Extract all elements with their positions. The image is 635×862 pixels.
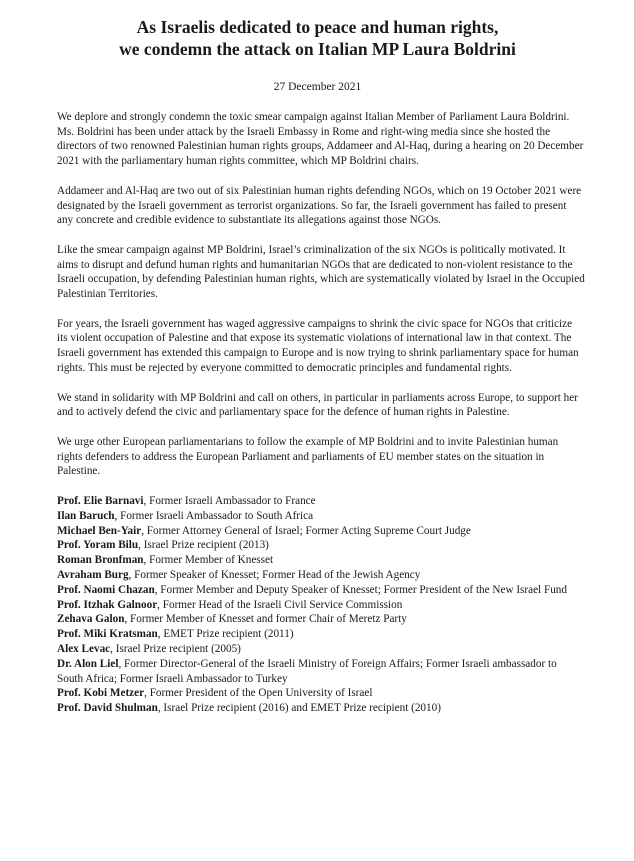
signatory-role: , EMET Prize recipient (2011) <box>157 628 294 641</box>
signatory-name: Prof. Elie Barnavi <box>57 495 144 508</box>
signatory-role: , Former Head of the Israeli Civil Service Commission <box>157 598 403 611</box>
document-title <box>0 16 635 60</box>
signatory <box>57 657 585 687</box>
signatory-list <box>57 494 585 716</box>
paragraph-4: For years, the Israeli government has waged aggressive campaigns to shrink the civic space for NGOs that criticize its violent occupation of Palestine and that expose its systematic violations of international law in that context. The Israeli government has extended this campaign to Europe and is now trying to shrink parliamentary space for human rights. This must be rejected by everyone committed to democratic principles and fundamental rights. <box>57 317 579 374</box>
signatory <box>57 568 585 583</box>
signatory-role: , Israel Prize recipient (2013) <box>138 539 269 552</box>
paragraph-6: We urge other European parliamentarians to follow the example of MP Boldrini and to invite Palestinian human rights defenders to address the European Parliament and parliaments of EU member states on the situation in Palestine. <box>57 435 559 478</box>
signatory-name: Avraham Burg <box>57 569 129 582</box>
signatory <box>57 583 585 598</box>
signatory-role: , Former Attorney General of Israel; Former Acting Supreme Court Judge <box>141 524 471 537</box>
signatory-role: , Former Member of Knesset <box>143 554 274 567</box>
signatory <box>57 509 585 524</box>
title-line-1: As Israelis dedicated to peace and human rights, <box>136 17 499 37</box>
paragraph-5: We stand in solidarity with MP Boldrini and call on others, in particular in parliaments across Europe, to support her and to actively defend the civic and parliamentary space for the defence of human rights in Palestine. <box>57 391 578 419</box>
signatory-role: , Former President of the Open University of Israel <box>144 687 373 700</box>
document-body <box>57 110 585 716</box>
signatory-role: , Former Israeli Ambassador to South Africa <box>114 509 314 522</box>
signatory-role: , Former Israeli Ambassador to France <box>143 495 316 508</box>
signatory-name: Prof. Miki Kratsman <box>57 628 158 641</box>
signatory-name: Dr. Alon Liel <box>57 657 119 670</box>
signatory-name: Ilan Baruch <box>57 509 115 522</box>
signatory <box>57 494 585 509</box>
signatory-role: , Former Member and Deputy Speaker of Knesset; Former President of the New Israel Fund <box>154 583 567 596</box>
signatory-name: Roman Bronfman <box>57 554 144 567</box>
signatory <box>57 553 585 568</box>
signatory <box>57 701 585 716</box>
signatory-name: Michael Ben-Yair <box>57 524 142 537</box>
paragraph-1: We deplore and strongly condemn the toxic smear campaign against Italian Member of Parliament Laura Boldrini. Ms. Boldrini has been under attack by the Israeli Embassy in Rome and right-wing media since she hosted the directors of two renowned Palestinian human rights groups, Addameer and Al-Haq, during a hearing on 20 December 2021 with the parliamentary human rights committee, which MP Boldrini chairs. <box>57 111 584 168</box>
signatory-role: , Israel Prize recipient (2005) <box>110 643 241 656</box>
signatory <box>57 627 585 642</box>
signatory-name: Prof. Itzhak Galnoor <box>57 598 158 611</box>
document-date: 27 December 2021 <box>273 81 362 93</box>
signatory-name: Zehava Galon <box>57 613 125 626</box>
signatory <box>57 642 585 657</box>
signatory-name: Prof. David Shulman <box>57 702 158 715</box>
signatory <box>57 524 585 539</box>
title-line-2: we condemn the attack on Italian MP Laura Boldrini <box>119 39 516 59</box>
paragraph-2: Addameer and Al-Haq are two out of six Palestinian human rights defending NGOs, which on 19 October 2021 were designated by the Israeli government as terrorist organizations. So far, the Israeli government has failed to present any concrete and credible evidence to substantiate its allegations against those NGOs. <box>57 184 582 227</box>
signatory-name: Prof. Naomi Chazan <box>57 583 155 596</box>
signatory <box>57 612 585 627</box>
signatory-role: , Former Member of Knesset and former Chair of Meretz Party <box>124 613 407 626</box>
signatory <box>57 538 585 553</box>
signatory-name: Prof. Kobi Metzer <box>57 687 145 700</box>
signatory <box>57 598 585 613</box>
signatory-name: Prof. Yoram Bilu <box>57 539 139 552</box>
signatory-role: , Former Director-General of the Israeli Ministry of Foreign Affairs; Former Israeli ambassador to South Africa; Former Israeli Ambassador to Turkey <box>57 657 557 685</box>
signatory-role: , Former Speaker of Knesset; Former Head of the Jewish Agency <box>128 569 421 582</box>
paragraph-3: Like the smear campaign against MP Boldrini, Israel’s criminalization of the six NGOs is politically motivated. It aims to disrupt and defund human rights and humanitarian NGOs that are dedicated to non-violent resistance to the Israeli occupation, by defending Palestinian human rights, which are systematically violated by Israel in the Occupied Palestinian Territories. <box>57 243 585 301</box>
signatory-name: Alex Levac <box>57 643 111 656</box>
signatory <box>57 686 585 701</box>
signatory-role: , Israel Prize recipient (2016) and EMET Prize recipient (2010) <box>157 702 441 715</box>
